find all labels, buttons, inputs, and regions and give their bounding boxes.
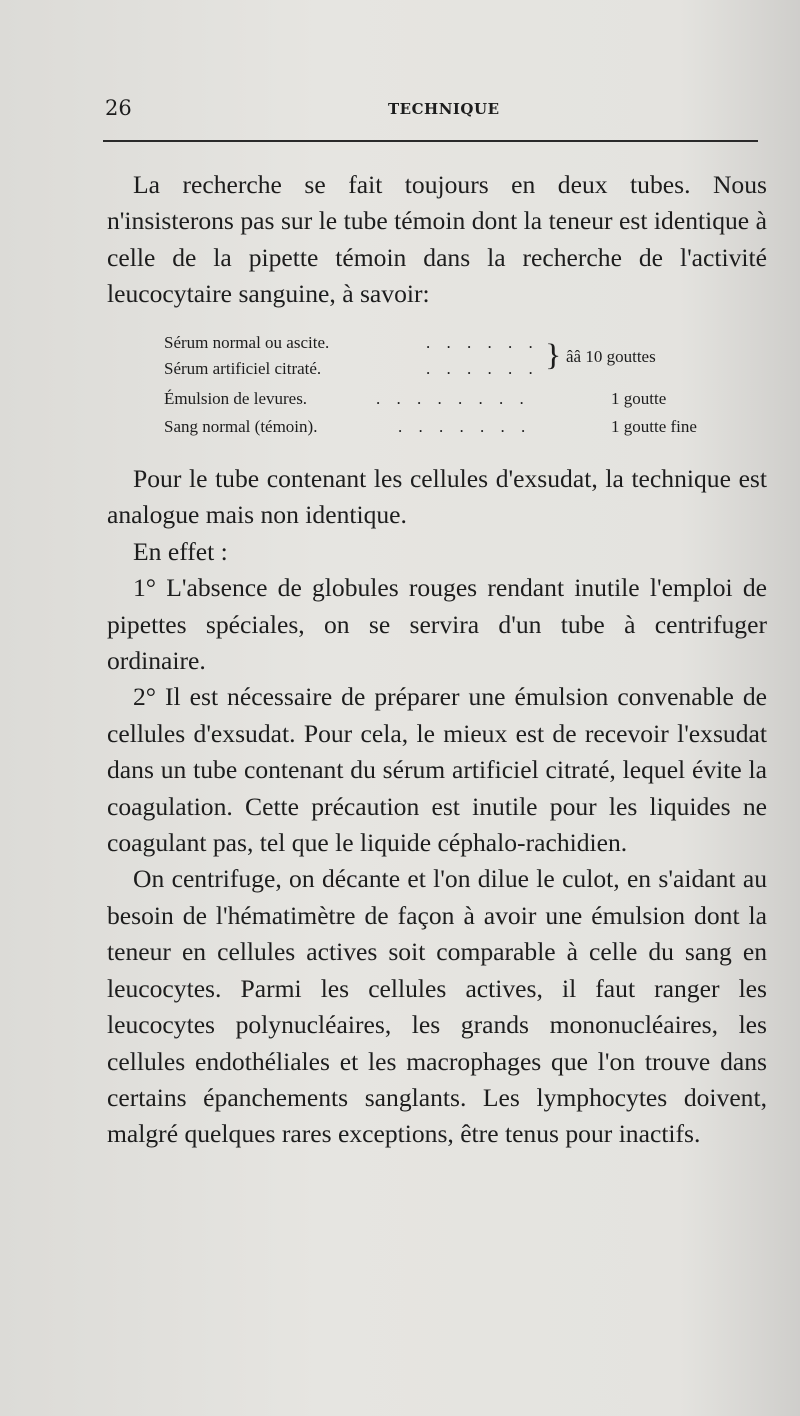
intro-text [107, 167, 767, 313]
brace-symbol: } [545, 338, 562, 373]
paragraph: On centrifuge, on décante et l'on dilue le culot, en s'aidant au besoin de l'hématimètre de façon à avoir une émulsion dont la teneur en cellules actives soit comparable à celle du sang en leucocytes. Parmi les cellules actives, il faut ranger les leucocytes polynucléaires, les grands mononucléaires, les cellules endothéliales et les macrophages que l'on trouve dans certains épanchements sanglants. Les lymphocytes doivent, malgré quelques rares exceptions, être tenus pour inactifs. [107, 864, 767, 1149]
recipe-label: Sérum normal ou ascite. [164, 333, 330, 352]
header-rule [103, 140, 758, 142]
paragraph: En effet : [133, 536, 228, 566]
paragraph: La recherche se fait toujours en deux tubes. Nous n'insisterons pas sur le tube témoin dont la teneur est identique à celle de la pipette témoin dans la recherche de l'activité leucocytaire sanguine, à savoir: [107, 170, 767, 309]
recipe-brace-quantity: ââ 10 gouttes [566, 347, 656, 366]
recipe-leader-dots: . . . . . . . . [376, 389, 530, 408]
paragraph: 1° L'absence de globules rouges rendant inutile l'emploi de pipettes spéciales, on se servira d'un tube à centrifuger ordinaire. [107, 573, 767, 676]
recipe-quantity: 1 goutte [611, 389, 667, 408]
recipe-leader-dots: . . . . . . [426, 333, 539, 352]
running-title: TECHNIQUE [388, 100, 500, 118]
page-number: 26 [105, 96, 132, 120]
page-header [105, 96, 760, 126]
body-text [107, 461, 767, 1153]
recipe-label: Sang normal (témoin). [164, 417, 318, 436]
recipe-leader-dots: . . . . . . [426, 359, 539, 378]
recipe-quantity: 1 goutte fine [611, 417, 697, 436]
recipe-label: Sérum artificiel citraté. [164, 359, 322, 378]
recipe-label: Émulsion de levures. [164, 389, 308, 408]
paragraph: 2° Il est nécessaire de préparer une émulsion convenable de cellules d'exsudat. Pour cela, le mieux est de recevoir l'exsudat dans un tube contenant du sérum artificiel citraté, lequel évite la coagulation. Cette précaution est inutile pour les liquides ne coagulant pas, tel que le liquide céphalo-rachidien. [107, 682, 767, 858]
paragraph: Pour le tube contenant les cellules d'exsudat, la technique est analogue mais non identique. [107, 464, 767, 530]
recipe-leader-dots: . . . . . . . [398, 417, 532, 436]
recipe-table [164, 333, 764, 443]
